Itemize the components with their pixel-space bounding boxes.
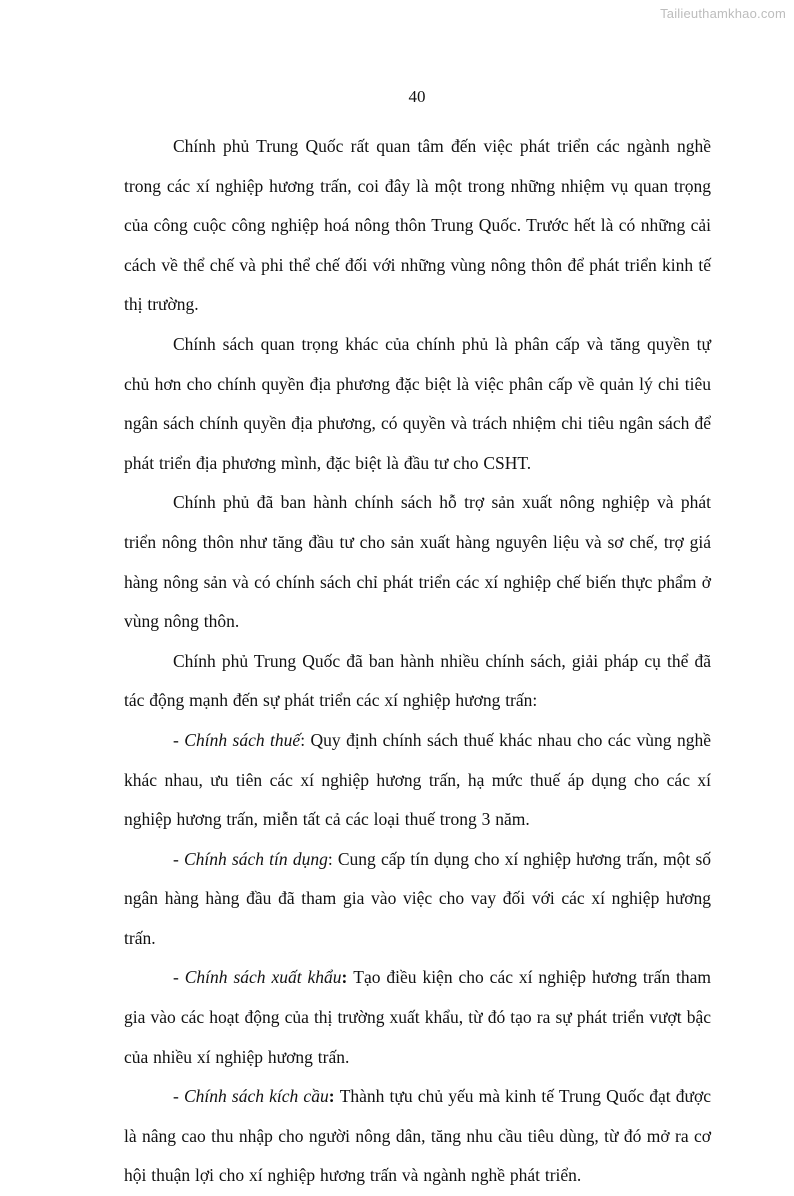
policy-title: Chính sách tín dụng [184, 848, 328, 869]
policy-text: Tạo điều kiện cho các xí nghiệp hương trấn tham gia vào các hoạt động của thị trường xuất khẩu, từ đó tạo ra sự phát triển vượt bậc của nhiều xí nghiệp hương trấn. [124, 967, 711, 1067]
paragraph: Chính phủ Trung Quốc rất quan tâm đến việc phát triển các ngành nghề trong các xí nghiệp hương trấn, coi đây là một trong những nhiệm vụ quan trọng của công cuộc công nghiệp hoá nông thôn Trung Quốc. Trước hết là có những cải cách về thể chế và phi thể chế đối với những vùng nông thôn để phát triển kinh tế thị trường. [124, 136, 711, 315]
policy-separator: : [328, 1086, 340, 1107]
policy-text: Cung cấp tín dụng cho xí nghiệp hương trấn, một số ngân hàng hàng đầu đã tham gia vào việc cho vay đối với các xí nghiệp hương trấn. [124, 848, 712, 948]
policy-prefix: - [173, 1086, 184, 1107]
policy-separator: : [300, 729, 311, 750]
policy-text: Thành tựu chủ yếu mà kinh tế Trung Quốc đạt được là nâng cao thu nhập cho người nông dân, tăng nhu cầu tiêu dùng, từ đó mở ra cơ hội thuận lợi cho xí nghiệp hương trấn và ngành nghề phát triển. [124, 1086, 712, 1186]
policy-title: Chính sách kích cầu [183, 1086, 329, 1107]
document-body [124, 127, 711, 1196]
policy-item-stimulus [124, 1077, 711, 1196]
paragraph: Chính phủ đã ban hành chính sách hỗ trợ sản xuất nông nghiệp và phát triển nông thôn như tăng đầu tư cho sản xuất hàng nguyên liệu và sơ chế, trợ giá hàng nông sản và có chính sách chỉ phát triển các xí nghiệp chế biến thực phẩm ở vùng nông thôn. [124, 492, 711, 632]
paragraph: Chính sách quan trọng khác của chính phủ là phân cấp và tăng quyền tự chủ hơn cho chính quyền địa phương đặc biệt là việc phân cấp về quản lý chi tiêu ngân sách chính quyền địa phương, có quyền và trách nhiệm chi tiêu ngân sách để phát triển địa phương mình, đặc biệt là đầu tư cho CSHT. [124, 333, 711, 473]
policy-item-export [124, 958, 711, 1077]
policy-prefix: - [173, 848, 184, 869]
policy-title: Chính sách thuế [184, 729, 301, 750]
page-number: 40 [408, 87, 426, 106]
policy-prefix: - [173, 967, 185, 988]
policy-separator: : [327, 848, 338, 869]
policy-item-tax [124, 721, 711, 840]
policy-separator: : [341, 967, 354, 988]
watermark: Tailieuthamkhao.com [660, 6, 786, 21]
policy-title: Chính sách xuất khẩu [184, 967, 342, 988]
policy-text: Quy định chính sách thuế khác nhau cho các vùng nghề khác nhau, ưu tiên các xí nghiệp hương trấn, hạ mức thuế áp dụng cho các xí nghiệp hương trấn, miễn tất cả các loại thuế trong 3 năm. [124, 729, 711, 830]
policy-prefix: - [173, 729, 185, 750]
policy-item-credit [124, 840, 711, 959]
paragraph: Chính phủ Trung Quốc đã ban hành nhiều chính sách, giải pháp cụ thể đã tác động mạnh đến sự phát triển các xí nghiệp hương trấn: [124, 650, 711, 711]
